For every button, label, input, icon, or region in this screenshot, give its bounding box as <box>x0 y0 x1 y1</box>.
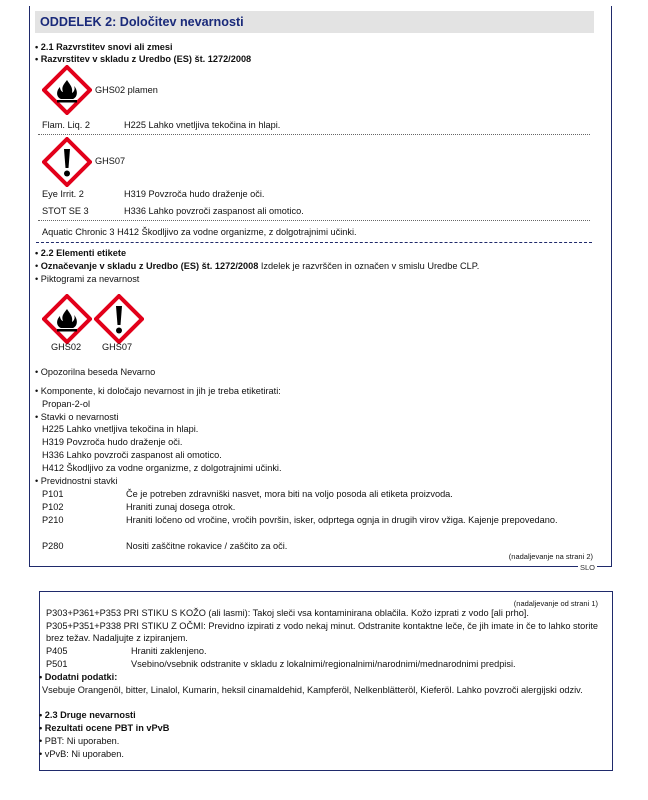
p501-code: P501 <box>46 659 68 669</box>
stot-class: STOT SE 3 <box>42 206 89 216</box>
divider <box>38 220 590 221</box>
sds-page-1 <box>29 6 612 572</box>
additional-text: Vsebuje Orangenöl, bitter, Linalol, Kumarin, heksil cinamaldehid, Kampferöl, Nelkenblätteröl, Kieferöl. Lahko povzroči alergijski odziv. <box>42 685 583 695</box>
exclamation-icon <box>94 294 144 344</box>
eye-class: Eye Irrit. 2 <box>42 189 84 199</box>
h225: H225 Lahko vnetljiva tekočina in hlapi. <box>42 424 199 434</box>
p101-text: Če je potreben zdravniški nasvet, mora biti na voljo posoda ali etiketa proizvoda. <box>126 489 453 499</box>
p101-code: P101 <box>42 489 64 499</box>
h412: H412 Škodljivo za vodne organizme, z dolgotrajnimi učinki. <box>42 463 282 473</box>
flame-icon <box>42 65 92 115</box>
continued-on-note: (nadaljevanje na strani 2) <box>508 552 593 561</box>
vpvb-result: • vPvB: Ni uporaben. <box>39 749 124 759</box>
s23-heading: • 2.3 Druge nevarnosti <box>39 710 136 720</box>
h336: H336 Lahko povzroči zaspanost ali omotico. <box>42 450 222 460</box>
language-tag: SLO <box>579 563 595 572</box>
stot-statement: H336 Lahko povzroči zaspanost ali omotico. <box>124 206 304 216</box>
p280-code: P280 <box>42 541 64 551</box>
p102-text: Hraniti zunaj dosega otrok. <box>126 502 236 512</box>
pbt-heading: • Rezultati ocene PBT in vPvB <box>39 723 170 733</box>
components-heading: • Komponente, ki določajo nevarnost in jih je treba etiketirati: <box>35 386 281 396</box>
h319: H319 Povzroča hudo draženje oči. <box>42 437 183 447</box>
picto1-caption: GHS02 <box>51 342 82 352</box>
component-1: Propan-2-ol <box>42 399 91 409</box>
precaution-heading: • Previdnostni stavki <box>35 476 118 486</box>
p210-code: P210 <box>42 515 64 525</box>
picto2-caption: GHS07 <box>102 342 133 352</box>
s21-subheading: • Razvrstitev v skladu z Uredbo (ES) št. 1272/2008 <box>35 54 252 64</box>
eye-statement: H319 Povzroča hudo draženje oči. <box>124 189 265 199</box>
ghs07-label: GHS07 <box>95 156 126 166</box>
flam-statement: H225 Lahko vnetljiva tekočina in hlapi. <box>124 120 281 130</box>
divider <box>38 134 590 135</box>
p501-text: Vsebino/vsebnik odstranite v skladu z lokalnimi/regionalnimi/narodnimi/mednarodnimi predpisi. <box>131 659 516 669</box>
additional-heading: • Dodatni podatki: <box>39 672 118 682</box>
sds-page-2 <box>39 591 613 771</box>
flame-icon <box>42 294 92 344</box>
aquatic-line: Aquatic Chronic 3 H412 Škodljivo za vodne organizme, z dolgotrajnimi učinki. <box>42 227 357 237</box>
section-divider <box>36 242 592 243</box>
p102-code: P102 <box>42 502 64 512</box>
p210-text: Hraniti ločeno od vročine, vročih površin, isker, odprtega ognja in drugih virov vžiga. Kajenje prepovedano. <box>126 515 558 525</box>
s22-labelling: • Označevanje v skladu z Uredbo (ES) št. 1272/2008 Izdelek je razvrščen in označen v smislu Uredbe CLP. <box>35 261 480 271</box>
ghs02-label: GHS02 plamen <box>95 85 158 95</box>
pictograms-heading: • Piktogrami za nevarnost <box>35 274 140 284</box>
flam-class: Flam. Liq. 2 <box>42 120 90 130</box>
pbt-result: • PBT: Ni uporaben. <box>39 736 120 746</box>
hazard-heading: • Stavki o nevarnosti <box>35 412 119 422</box>
p280-text: Nositi zaščitne rokavice / zaščito za oči. <box>126 541 288 551</box>
s22-heading: • 2.2 Elementi etikete <box>35 248 127 258</box>
p405-text: Hraniti zaklenjeno. <box>131 646 207 656</box>
p305-statement: P305+P351+P338 PRI STIKU Z OČMI: Previdno izpirati z vodo nekaj minut. Odstranite kontaktne leče, če jih imate in če to lahko storite brez težav. Nadaljujte z izpiranjem. <box>46 621 599 643</box>
continued-from-note: (nadaljevanje od strani 1) <box>513 599 598 608</box>
p405-code: P405 <box>46 646 68 656</box>
p303-statement: P303+P361+P353 PRI STIKU S KOŽO (ali lasmi): Takoj sleči vsa kontaminirana oblačila. Kožo izprati z vodo [ali prho]. <box>46 608 529 618</box>
s21-heading: • 2.1 Razvrstitev snovi ali zmesi <box>35 42 173 52</box>
signal-word: • Opozorilna beseda Nevarno <box>35 367 156 377</box>
exclamation-icon <box>42 137 92 187</box>
section-title: ODDELEK 2: Določitev nevarnosti <box>40 15 244 29</box>
